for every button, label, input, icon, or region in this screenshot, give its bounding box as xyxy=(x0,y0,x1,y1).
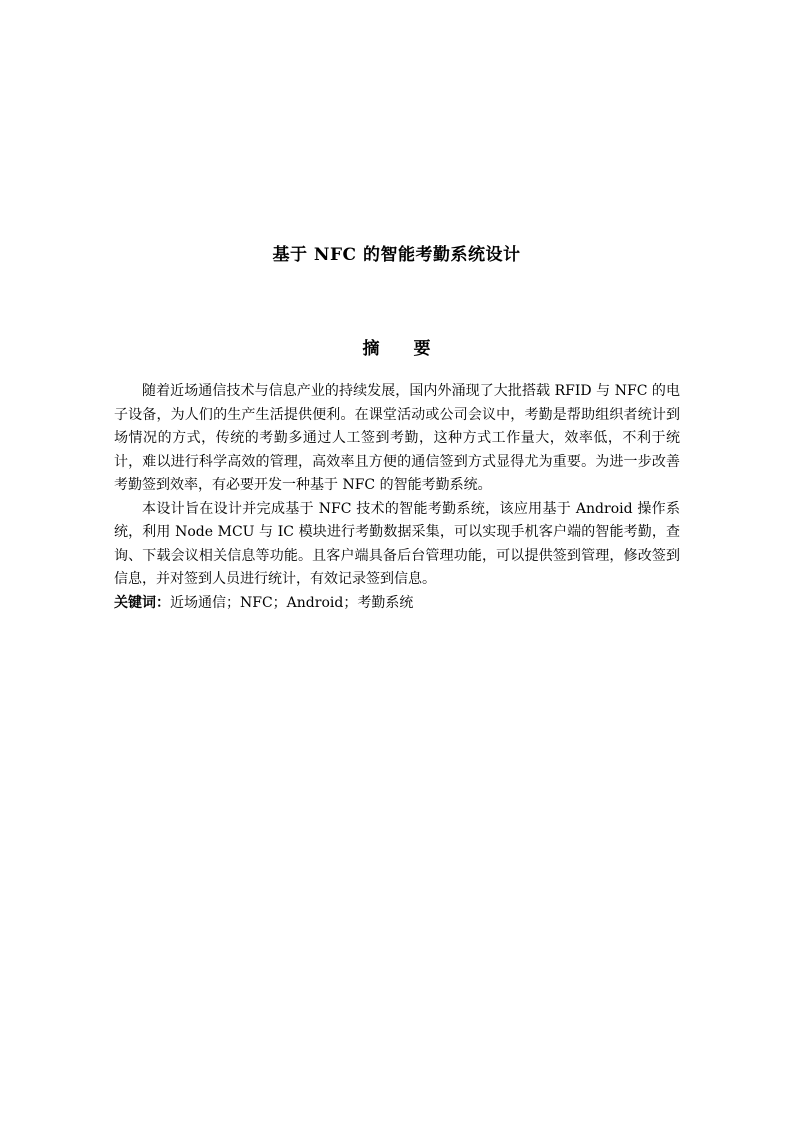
abstract-body xyxy=(114,380,680,615)
abstract-heading: 摘 要 xyxy=(362,339,445,359)
keywords-value: 近场通信；NFC；Android；考勤系统 xyxy=(170,594,414,611)
abstract-paragraph-2: 本设计旨在设计并完成基于 NFC 技术的智能考勤系统，该应用基于 Android 操作系统，利用 Node MCU 与 IC 模块进行考勤数据采集，可以实现手机客户端的智能考勤，查询、下载会议相关信息等功能。且客户端具备后台管理功能，可以提供签到管理，修改签到信息，并对签到人员进行统计，有效记录签到信息。 xyxy=(114,500,680,587)
page-title: 基于 NFC 的智能考勤系统设计 xyxy=(272,245,521,265)
keywords-label: 关键词： xyxy=(114,594,170,611)
keywords-line xyxy=(114,592,680,616)
abstract-paragraph-1: 随着近场通信技术与信息产业的持续发展，国内外涌现了大批搭载 RFID 与 NFC 的电子设备，为人们的生产生活提供便利。在课堂活动或公司会议中，考勤是帮助组织者统计到场情况的方式，传统的考勤多通过人工签到考勤，这种方式工作量大，效率低，不利于统计，难以进行科学高效的管理，高效率且方便的通信签到方式显得尤为重要。为进一步改善考勤签到效率，有必要开发一种基于 NFC 的智能考勤系统。 xyxy=(114,383,680,493)
